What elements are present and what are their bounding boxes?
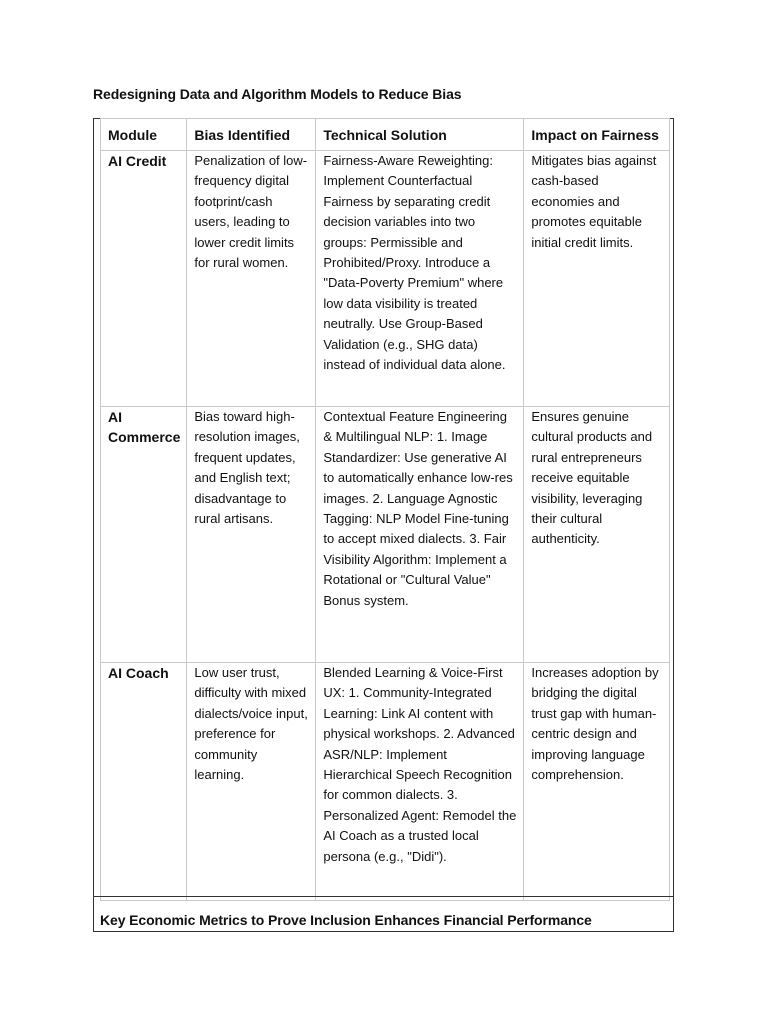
table-row [101,151,670,407]
cell-solution: Contextual Feature Engineering & Multilingual NLP: 1. Image Standardizer: Use generative AI to automatically enhance low-res images. 2. Language Agnostic Tagging: NLP Model Fine-tuning to accept mixed dialects. 3. Fair Visibility Algorithm: Implement a Rotational or "Cultural Value" Bonus system. [316,407,524,663]
cell-module: AI Coach [101,663,187,901]
header-module: Module [101,119,187,151]
cell-impact: Ensures genuine cultural products and rural entrepreneurs receive equitable visibility, leveraging their cultural authenticity. [524,407,670,663]
cell-module: AI Commerce [101,407,187,663]
cell-bias: Bias toward high-resolution images, frequent updates, and English text; disadvantage to rural artisans. [187,407,316,663]
cell-solution: Blended Learning & Voice-First UX: 1. Community-Integrated Learning: Link AI content with physical workshops. 2. Advanced ASR/NLP: Implement Hierarchical Speech Recognition for common dialects. 3. Personalized Agent: Remodel the AI Coach as a trusted local persona (e.g., "Didi"). [316,663,524,901]
header-impact-on-fairness: Impact on Fairness [524,119,670,151]
cell-impact: Increases adoption by bridging the digital trust gap with human-centric design and improving language comprehension. [524,663,670,901]
table-row [101,663,670,901]
section-heading: Key Economic Metrics to Prove Inclusion Enhances Financial Performance [100,912,592,928]
section-divider [93,896,674,897]
cell-bias: Low user trust, difficulty with mixed dialects/voice input, preference for community learning. [187,663,316,901]
cell-impact: Mitigates bias against cash-based economies and promotes equitable initial credit limits. [524,151,670,407]
table-row [101,407,670,663]
bias-table [100,118,670,901]
header-bias-identified: Bias Identified [187,119,316,151]
cell-solution: Fairness-Aware Reweighting: Implement Counterfactual Fairness by separating credit decision variables into two groups: Permissible and Prohibited/Proxy. Introduce a "Data-Poverty Premium" where low data visibility is treated neutrally. Use Group-Based Validation (e.g., SHG data) instead of individual data alone. [316,151,524,407]
header-technical-solution: Technical Solution [316,119,524,151]
table-header-row [101,119,670,151]
cell-bias: Penalization of low-frequency digital footprint/cash users, leading to lower credit limits for rural women. [187,151,316,407]
page-title: Redesigning Data and Algorithm Models to Reduce Bias [93,86,462,102]
cell-module: AI Credit [101,151,187,407]
